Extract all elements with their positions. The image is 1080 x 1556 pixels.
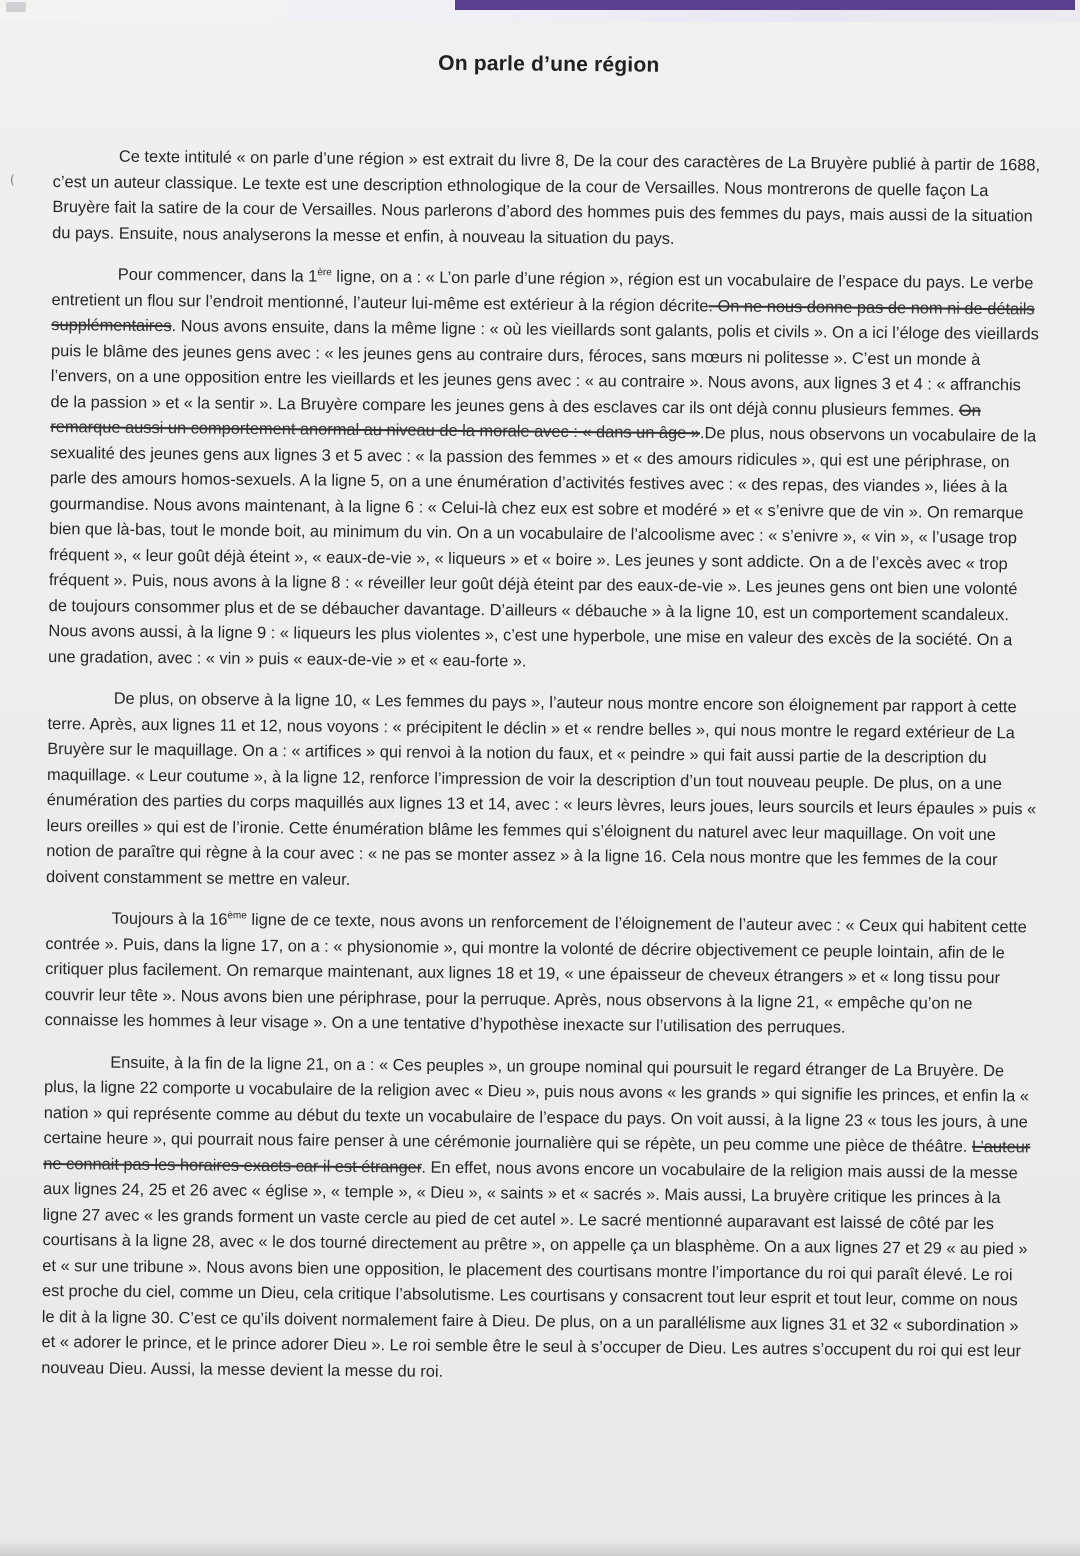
text-run: ligne de ce texte, nous avons un renforcement de l’éloignement de l’auteur avec : « Ceux qui habitent cette contrée ». Puis, dans la ligne 17, on a : « physionomie », qui montre la volonté de décrire objectivement ce peuple lointain, afin de le critiquer plus facilement. On remarque maintenant, aux lignes 18 et 19, « une épaisseur de cheveux étrangers » et « long tissu pour couvrir leur tête ». Nous avons bien une périphrase, pour la perruque. Après, nous observons à la ligne 21, « empêche qu’on ne connaisse les hommes à leur visage ». On a une tentative d’hypothèse inexacte sur l’utilisation des perruques. [44, 910, 1027, 1037]
paragraph [48, 262, 1042, 679]
document-page [41, 48, 1044, 1406]
margin-mark: ( [10, 173, 15, 187]
superscript: ème [227, 910, 247, 922]
text-run: Pour commencer, dans la 1 [117, 265, 318, 286]
text-run: .De plus, nous observons un vocabulaire de la sexualité des jeunes gens aux lignes 3 et 5 avec : « la passion des femmes » et « des amours ridicules », qui est une périphrase, on parle des amours homos-sexuels. A la ligne 5, on a une énumération d’activités festives avec : « des repas, des viandes », liées à la gourmandise. Nous avons maintenant, à la ligne 6 : « Celui-là chez eux est sobre et modéré » et « s’enivre que de vin ». On remarque bien que là-bas, tout le monde boit, au minimum du vin. On a un vocabulaire de l’alcoolisme avec : « s’enivre », « vin », « l’usage trop fréquent », « leur goût déjà éteint », « eaux-de-vie », « liqueurs » et « boire ». Les jeunes y sont addicte. On a de l’excès avec « trop fréquent ». Puis, nous avons à la ligne 8 : « réveiller leur goût déjà éteint par des eaux-de-vie ». Les jeunes gens ont bien une volonté de toujours consommer plus et de se débaucher davantage. D’ailleurs « débauche » à la ligne 10, est un comportement scandaleux. Nous avons aussi, à la ligne 9 : « liqueurs les plus violentes », c’est une hyperbole, une mise en valeur des excès de la société. On a une gradation, avec : « vin » puis « eaux-de-vie » et « eau-forte ». [48, 424, 1037, 671]
document-body [41, 144, 1043, 1390]
binder-strip [455, 0, 1075, 10]
text-run: . Nous avons ensuite, dans la même ligne : « où les vieillards sont galants, polis et civils ». On a ici l’éloge des vieillards puis le blâme des jeunes gens avec : « les jeunes gens au contraire durs, féroces, sans mœurs ni politesse ». C’est un monde à l’envers, on a une opposition entre les vieillards et les jeunes gens avec : « au contraire ». Nous avons, aux lignes 3 et 4 : « affranchis de la passion » et « la sentir ». La Bruyère compare les jeunes gens à des esclaves car ils ont déjà connu plusieurs femmes. [50, 317, 1039, 420]
superscript: ère [317, 267, 332, 279]
page-title: On parle d’une région [438, 51, 660, 77]
struck-text: . On ne nous donne pas de nom ni de détails supplémentaires [51, 296, 1035, 336]
paragraph [41, 1049, 1034, 1390]
paragraph [52, 144, 1043, 255]
struck-text: L’auteur ne connait pas les horaires exacts car il est étranger [43, 1137, 1031, 1177]
text-run: De plus, on observe à la ligne 10, « Les femmes du pays », l’auteur nous montre encore son éloignement par rapport à cette terre. Après, aux lignes 11 et 12, nous voyons : « précipitent le déclin » et « rendre belles », qui nous montre le regard extérieur de La Bruyère sur le maquillage. On a : « artifices » qui renvoi à la notion du faux, et « peindre » qui fait aussi partie de la description du maquillage. « Leur coutume », à la ligne 12, renforce l’impression de voir la description d’un tout nouveau peuple. De plus, on a une énumération des parties du corps maquillés aux lignes 13 et 14, avec : « leurs lèvres, leurs joues, leurs sourcils et leurs épaules » puis « leurs oreilles » qui est de l’ironie. Cette énumération blâme les femmes qui s’éloignent du naturel avec leur maquillage. On voit une notion de paraître qui règne à la cour avec : « ne pas se monter assez » à la ligne 16. Cela nous montre que les femmes de la cour doivent constamment se mettre en valeur. [45, 689, 1037, 889]
struck-text: On remarque aussi un comportement anormal au niveau de la morale avec : « dans un âge » [50, 401, 981, 443]
paragraph [46, 686, 1038, 899]
text-run: Ce texte intitulé « on parle d’une région » est extrait du livre 8, De la cour des caractères de La Bruyère publié à partir de 1688, c’est un auteur classique. Le texte est une description ethnologique de la cour de Versailles. Nous montrerons de quelle façon La Bruyère fait la satire de la cour de Versailles. Nous parlerons d’abord des hommes puis des femmes du pays, mais aussi de la situation du pays. Ensuite, nous analyserons la messe et enfin, à nouveau la situation du pays. [52, 147, 1041, 248]
text-run: Toujours à la 16 [111, 909, 228, 929]
paragraph [45, 906, 1036, 1043]
text-run: ligne, on a : « L’on parle d’une région », région est un vocabulaire de l’espace du pays. Le verbe entretient un flou sur l’endroit mentionné, l’auteur lui-même est extérieur à la région décrite [51, 267, 1034, 315]
corner-clip [6, 2, 26, 12]
text-run: Ensuite, à la fin de la ligne 21, on a : « Ces peuples », un groupe nominal qui poursuit le regard étranger de La Bruyère. De plus, la ligne 22 comporte u vocabulaire de la religion avec « Dieu », puis nous avons « les grands » qui signifie les princes, et enfin la « nation » qui représente comme au début du texte un vocabulaire de l’espace du pays. On voit aussi, à la ligne 23 « tous les jours, à une certaine heure », qui pourrait nous faire penser à une cérémonie journalière qui se répète, un peu comme une pièce de théâtre. [43, 1053, 1030, 1156]
bottom-edge [0, 1540, 1080, 1556]
text-run: . En effet, nous avons encore un vocabulaire de la religion mais aussi de la messe aux lignes 24, 25 et 26 avec « église », « temple », « Dieu », « saints » et « sacrés ». Mais aussi, La bruyère critique les princes à la ligne 27 avec « les grands forment un vaste cercle au pied de cet autel ». Le sacré mentionné auparavant est laissé de côté par les courtisans à la ligne 28, avec « le dos tourné directement au prêtre », on appelle ça un blasphème. On a aux lignes 27 et 29 « au pied » et « sur une tribune ». Nous avons bien une opposition, le placement des courtisans montre l’importance du roi qui paraît élevé. Le roi est proche du ciel, comme un Dieu, cela critique l’absolutisme. Les courtisans y consacrent tout leur esprit et tout leur, comme on nous le dit à la ligne 30. C’est ce qu’ils doivent normalement faire à Dieu. De plus, on a un parallélisme aux lignes 31 et 32 « subordination » et « adorer le prince, et le prince adorer Dieu ». Le roi semble être le seul à s’occuper de Dieu. Les autres s’occupent du roi qui est leur nouveau Dieu. Aussi, la messe devient la messe du roi. [41, 1158, 1028, 1381]
